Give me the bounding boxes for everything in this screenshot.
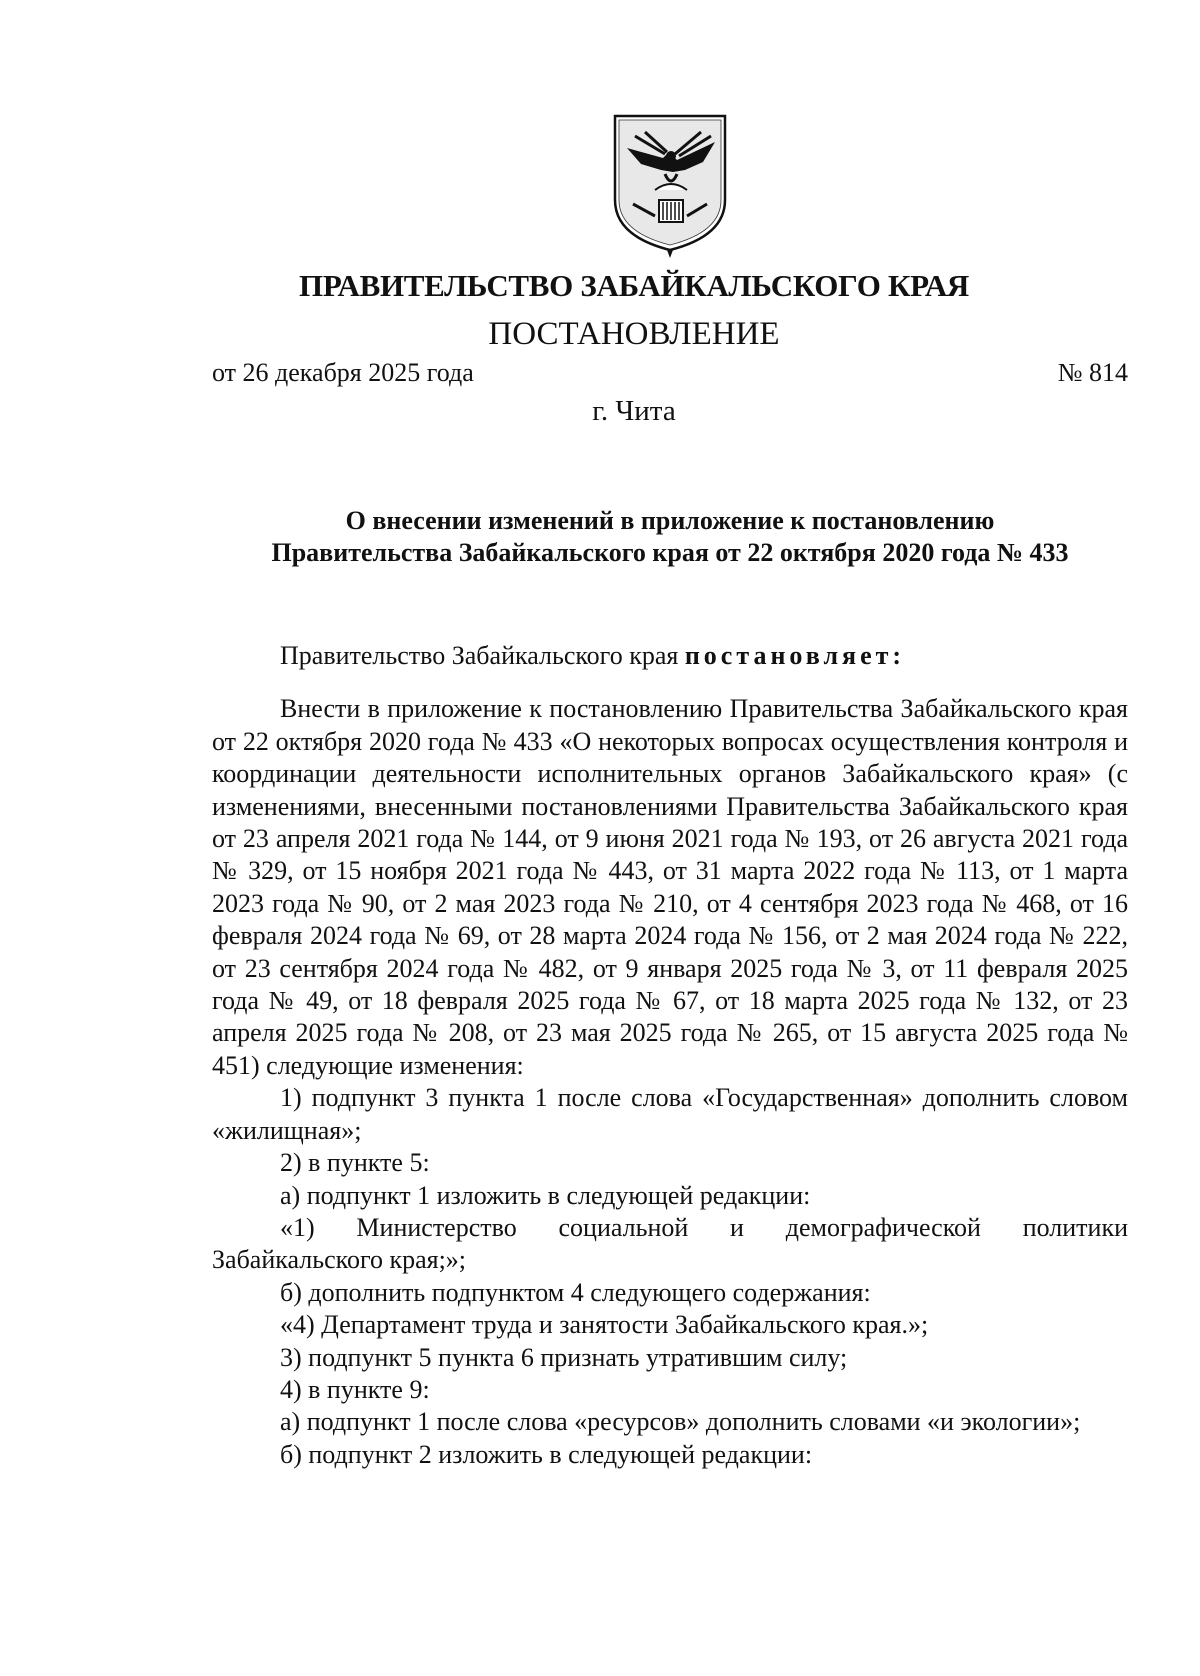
coat-of-arms-icon bbox=[605, 108, 735, 258]
list-item: б) дополнить подпунктом 4 следующего содержания: bbox=[280, 1277, 871, 1307]
list-item: 3) подпункт 5 пункта 6 признать утратившим силу; bbox=[280, 1342, 848, 1372]
title-line-1: О внесении изменений в приложение к постановлению bbox=[345, 506, 995, 535]
government-name: ПРАВИТЕЛЬСТВО ЗАБАЙКАЛЬСКОГО КРАЯ bbox=[299, 268, 969, 303]
document-type: ПОСТАНОВЛЕНИЕ bbox=[488, 316, 780, 352]
list-item: «1) Министерство социальной и демографической политики Забайкальского края;»; bbox=[212, 1212, 1128, 1275]
document-city: г. Чита bbox=[592, 395, 676, 427]
title-line-2: Правительства Забайкальского края от 22 октября 2020 года № 433 bbox=[271, 538, 1069, 567]
list-item: 4) в пункте 9: bbox=[280, 1374, 430, 1404]
document-date: от 26 декабря 2025 года bbox=[212, 358, 474, 387]
main-paragraph: Внести в приложение к постановлению Правительства Забайкальского края от 22 октября 2020 года № 433 «О некоторых вопросах осуществления контроля и координации деятельности исполнительных органов Забайкальского края» (с изменениями, внесенными постановлениями Правительства Забайкальского края от 23 апреля 2021 года № 144, от 9 июня 2021 года № 193, от 26 августа 2021 года № 329, от 15 ноября 2021 года № 443, от 31 марта 2022 года № 113, от 1 марта 2023 года № 90, от 2 мая 2023 года № 210, от 4 сентября 2023 года № 468, от 16 февраля 2024 года № 69, от 28 марта 2024 года № 156, от 2 мая 2024 года № 222, от 23 сентября 2024 года № 482, от 9 января 2025 года № 3, от 11 февраля 2025 года № 49, от 18 февраля 2025 года № 67, от 18 марта 2025 года № 132, от 23 апреля 2025 года № 208, от 23 мая 2025 года № 265, от 15 августа 2025 года № 451) следующие изменения: bbox=[212, 694, 1128, 1080]
document-number: № 814 bbox=[1057, 358, 1128, 387]
list-item: а) подпункт 1 после слова «ресурсов» дополнить словами «и экологии»; bbox=[280, 1407, 1081, 1437]
list-item: а) подпункт 1 изложить в следующей редакции: bbox=[280, 1180, 811, 1210]
list-item: «4) Департамент труда и занятости Забайкальского края.»; bbox=[280, 1310, 929, 1340]
decree-intro-text: Правительство Забайкальского края bbox=[280, 641, 679, 670]
document-title bbox=[212, 505, 1128, 569]
decree-intro bbox=[212, 640, 1128, 672]
decree-verb: постановляет: bbox=[684, 641, 906, 670]
list-item: б) подпункт 2 изложить в следующей редакции: bbox=[280, 1439, 813, 1469]
list-item: 2) в пункте 5: bbox=[280, 1148, 430, 1178]
list-item: 1) подпункт 3 пункта 1 после слова «Государственная» дополнить словом «жилищная»; bbox=[212, 1083, 1128, 1145]
document-body bbox=[212, 640, 1128, 1471]
